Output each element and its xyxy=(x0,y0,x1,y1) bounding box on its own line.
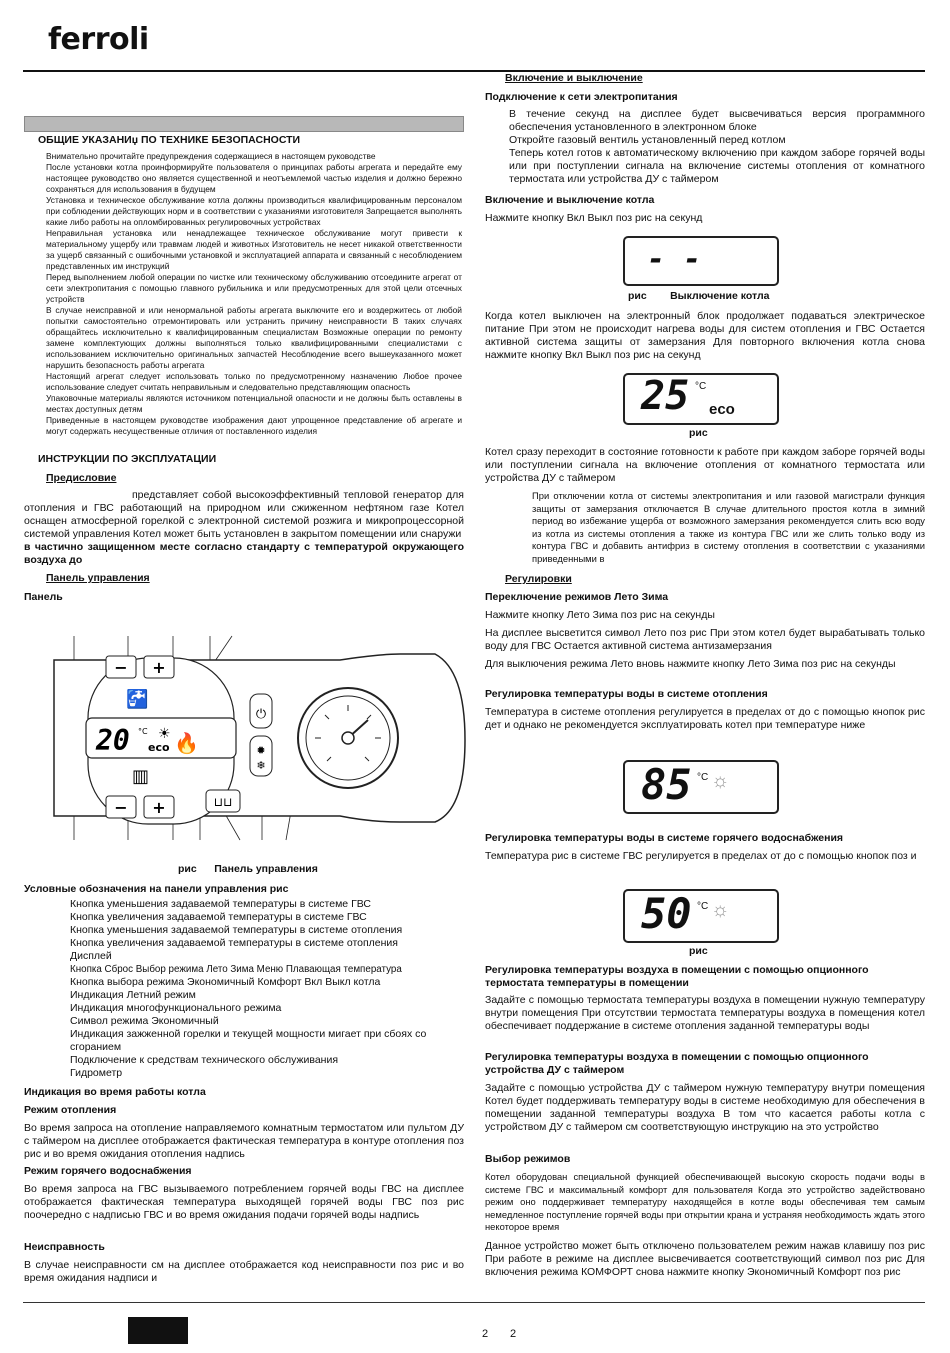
timer-title: Регулировка температуры воздуха в помещении с помощью опционного устройства ДУ с таймером xyxy=(485,1051,869,1076)
tap-icon: 🚰 xyxy=(126,689,149,710)
safety-list xyxy=(46,151,462,437)
snowflake-icon: ❄ xyxy=(256,759,266,772)
heating-mode-title: Режим отопления xyxy=(24,1104,117,1116)
legend-title: Условные обозначения на панели управления рис xyxy=(24,883,289,895)
heat-reg-text: Температура в системе отопления регулируется в пределах от до с помощью кнопок рис дет и однако не рекомендуется эксплуатировать котел при температуре ниже xyxy=(485,706,925,731)
fault-title: Неисправность xyxy=(24,1241,105,1253)
lcd-85-value: 85 xyxy=(641,760,692,809)
dhw-reg-title: Регулировка температуры воды в системе горячего водоснабжения xyxy=(485,832,844,844)
preface-block xyxy=(24,489,464,567)
eco-symbol: eco xyxy=(148,741,170,754)
power-list xyxy=(509,108,925,186)
legend-item: Индикация зажженной горелки и текущей мощности мигает при сбоях со сгоранием xyxy=(70,1028,427,1053)
onoff-title: Включение и выключение xyxy=(505,72,643,84)
lcd-display-85 xyxy=(623,760,779,814)
power-item: Теперь котел готов к автоматическому включению при каждом заборе горячей воды или при поступлении сигнала на включение системы отопления от комнатного термостата или устройства ДУ с таймером xyxy=(509,147,925,185)
left-column xyxy=(24,134,464,437)
lcd-off-caption-text: Выключение котла xyxy=(670,290,770,302)
safety-para: Настоящий агрегат следует использовать только по предусмотренному назначению Любое прочее использование следует считать неправильным и следовательно представляющим опасность xyxy=(46,371,462,392)
dhw-plus-button[interactable]: + xyxy=(152,658,166,677)
lcd-50-value: 50 xyxy=(641,889,692,938)
footer-block xyxy=(128,1317,188,1344)
flame-icon: 🔥 xyxy=(174,731,199,755)
legend-item: Индикация многофункционального режима xyxy=(70,1002,282,1014)
safety-para: Упаковочные материалы являются источником потенциальной опасности и не должны быть оставлены в местах доступных детям xyxy=(46,393,462,414)
preface-bold-2: с температурой окружающего воздуха до xyxy=(24,541,465,566)
dhw-mode-text: Во время запроса на ГВС вызываемого потреблением горячей воды ГВС на дисплее отображается фактическая температура выходящей горячей воды ГВС поз рис поочередно с надписью ГВС и во время ожидания подачи горячей воды надпись xyxy=(24,1183,464,1221)
safety-para: Неправильная установка или ненадлежащее техническое обслуживание могут привести к материальному ущербу или травмам людей и животных Изготовитель не несет никакой ответственности за ущерб связанный с ошибочными установкой и эксплуатацией аппарата и связанный с несоблюдением представленных им инструкций xyxy=(46,228,462,271)
section-bar xyxy=(24,116,464,132)
safety-para: Приведенные в настоящем руководстве изображения дают упрощенное представление об агрегате и могут содержать несущественные отличия от поставленного изделия xyxy=(46,415,462,436)
mode-select-title: Выбор режимов xyxy=(485,1153,571,1165)
room-thermostat-text: Задайте с помощью термостата температуры воздуха в помещении нужную температуру внутри помещения При отсутствии термостата температуры воздуха в помещения котел обеспечивает поддержание в системе отопления заданной температуры воды xyxy=(485,994,925,1032)
preface-bold-1: в частично защищенном месте согласно стандарту xyxy=(24,541,300,553)
lcd-85-sun-icon: ☼ xyxy=(711,770,730,792)
lcd-display-50 xyxy=(623,889,779,943)
heat-plus-button[interactable]: + xyxy=(152,798,166,817)
power-item: В течение секунд на дисплее будет высвечиваться версия программного обеспечения установленного в электронном блоке xyxy=(509,108,925,133)
lcd-25-caption: рис xyxy=(689,427,708,439)
panel-figure-caption xyxy=(178,863,318,875)
heat-minus-button[interactable]: − xyxy=(114,798,128,817)
settings-title: Регулировки xyxy=(505,573,572,585)
fault-text: В случае неисправности см на дисплее отображается код неисправности поз рис и во время ожидания надписи и xyxy=(24,1259,464,1284)
legend-item: Подключение к средствам технического обслуживания xyxy=(70,1054,339,1066)
legend-item: Дисплей xyxy=(70,950,112,962)
mode-switch-text-2: На дисплее высветится символ Лето поз рис При этом котел будет вырабатывать только воду для ГВС Остается активной система антизамерзания xyxy=(485,627,925,652)
lcd-25-eco: eco xyxy=(709,401,735,418)
footer-rule xyxy=(23,1302,925,1303)
heat-reg-title: Регулировка температуры воды в системе отопления xyxy=(485,688,768,700)
indication-title: Индикация во время работы котла xyxy=(24,1086,206,1098)
disable-text: Данное устройство может быть отключено пользователем режим нажав клавишу поз рис При работе в режиме на дисплее высвечивается соответствующий символ поз рис Для включения режима КОМФОРТ снова нажмите кнопку Экономичный Комфорт поз рис xyxy=(485,1240,925,1278)
mode-switch-text-3: Для выключения режима Лето вновь нажмите кнопку Лето Зима поз рис на секунды xyxy=(485,658,896,670)
header-rule xyxy=(23,70,925,72)
preface-title: Предисловие xyxy=(46,472,117,484)
dhw-mode-title: Режим горячего водоснабжения xyxy=(24,1165,192,1177)
lcd-off-caption xyxy=(628,290,770,302)
lcd-50-caption: рис xyxy=(689,945,708,957)
control-panel-figure xyxy=(40,630,470,850)
legend-list xyxy=(24,898,464,1080)
power-item: Откройте газовый вентиль установленный перед котлом xyxy=(509,134,786,146)
lcd-off-caption-ris: рис xyxy=(628,290,647,302)
lcd-display-off xyxy=(623,236,779,286)
legend-item: Кнопка увеличения задаваемой температуры в системе отопления xyxy=(70,937,398,949)
off-text: Когда котел выключен на электронный блок продолжает подаваться электрическое питание При этом не происходит нагрева воды для систем отопления и ГВС Остается активной система защиты от замерзания Для повторного включения котла снова нажмите кнопку Вкл Выкл поз рис на секунд xyxy=(485,310,925,361)
boiler-onoff-text: Нажмите кнопку Вкл Выкл поз рис на секунд xyxy=(485,212,703,224)
ready-text: Котел сразу переходит в состояние готовности к работе при каждом заборе горячей воды или поступлении сигнала на включение отопления от комнатного термостата или устройства ДУ с таймером xyxy=(485,446,925,484)
legend-item: Символ режима Экономичный xyxy=(70,1015,219,1027)
timer-text: Задайте с помощью устройства ДУ с таймером нужную температуру внутри помещения Котел будет поддерживать температуру воды в системе необходимую для обеспечения в помещении заданной температуры воздуха В том что касается работы котла с устройством ДУ с таймером см соответствующую инструкцию на это устройство xyxy=(485,1082,925,1133)
preface-text: представляет собой высокоэффективный тепловой генератор для отопления и ГВС работающий на природном или сжиженном нефтяном газе Котел оснащен атмосферной горелкой с электронной системой розжига и микропроцессорной системой управления Котел может быть установлен в закрытом помещении или снаружи xyxy=(24,489,464,540)
legend-item: Кнопка уменьшения задаваемой температуры в системе отопления xyxy=(70,924,403,936)
room-thermostat-title: Регулировка температуры воздуха в помещении с помощью опционного термостата температуры в помещении xyxy=(485,964,869,989)
lcd-off-text: - - xyxy=(647,242,702,277)
safety-para: В случае неисправной и или ненормальной работы агрегата выключите его и воздержитесь от любой попытки самостоятельно отремонтировать или устранить причину неисправности В таких случаях обращайтесь исключительно к квалифицированным специалистам Возможные операции по ремонту замене комплектующих должны выполняться только квалифицированными специалистами с использованием исключительно оригинальных запчастей Несоблюдение всего вышеуказанного может нарушить безопасность работы агрегата xyxy=(46,305,462,370)
lcd-50-unit: °C xyxy=(697,901,709,912)
legend-item: Гидрометр xyxy=(70,1067,123,1079)
mode-button[interactable]: ✹ xyxy=(256,744,266,757)
page-number-b: 2 xyxy=(510,1328,517,1340)
brand-logo: ferroli xyxy=(48,22,149,57)
legend-item: Кнопка уменьшения задаваемой температуры в системе ГВС xyxy=(70,898,371,910)
lcd-25-unit: °C xyxy=(695,381,707,392)
lcd-85-unit: °C xyxy=(697,772,709,783)
legend-item: Индикация Летний режим xyxy=(70,989,196,1001)
panel-subtitle: Панель xyxy=(24,591,63,603)
dhw-minus-button[interactable]: − xyxy=(114,658,128,677)
radiator-icon: ▥ xyxy=(132,766,150,787)
safety-para: Перед выполнением любой операции по чистке или техническому обслуживанию отсоедините агрегат от сети электропитания с помощью главного рубильника и или предусмотренных для этой цели отсечных устройств xyxy=(46,272,462,304)
sun-icon: ☀ xyxy=(158,726,171,742)
celsius-icon: °C xyxy=(138,727,148,736)
panel-display-value: 20 xyxy=(96,724,130,757)
legend-item: Кнопка увеличения задаваемой температуры в системе ГВС xyxy=(70,911,367,923)
panel-caption-text: Панель управления xyxy=(214,863,318,875)
legend-item: Кнопка выбора режима Экономичный Комфорт Вкл Выкл котла xyxy=(70,976,381,988)
mode-switch-text-1: Нажмите кнопку Лето Зима поз рис на секунды xyxy=(485,609,715,621)
lcd-display-25 xyxy=(623,373,779,425)
power-title: Подключение к сети электропитания xyxy=(485,91,678,103)
legend-item: Кнопка Сброс Выбор режима Лето Зима Меню Плавающая температура xyxy=(70,964,402,975)
panel-title: Панель управления xyxy=(46,572,150,584)
mode-select-text: Котел оборудован специальной функцией обеспечивающей высокую скорость подачи воды в системе ГВС и максимальный комфорт для пользователя Когда это устройство задействовано режим оно поддерживает температуру находящейся в котле воды обеспечивая тем самым немедленное поступление горячей воды при открытии крана и устраняя необходимость ждать этого некоторое время xyxy=(485,1171,925,1232)
instructions-title: ИНСТРУКЦИИ ПО ЭКСПЛУАТАЦИИ xyxy=(38,453,217,465)
safety-title: ОБЩИЕ УКАЗАНИџ ПО ТЕХНИКЕ БЕЗОПАСНОСТИ xyxy=(38,134,301,146)
service-connector-icon: ⊔⊔ xyxy=(213,795,233,809)
heating-mode-text: Во время запроса на отопление направляемого комнатным термостатом или пультом ДУ с таймером на дисплее отображается фактическая температура в контуре отопления поз рис и во время ожидания отопления надпись xyxy=(24,1122,464,1160)
lcd-25-value: 25 xyxy=(641,373,690,419)
safety-para: После установки котла проинформируйте пользователя о принципах работы агрегата и передайте ему настоящее руководство оно является существенной и неотъемлемой частью изделия и должно бережно сохраняться для использования в будущем xyxy=(46,162,462,194)
lcd-50-tap-icon: ☼ xyxy=(711,899,730,921)
boiler-onoff-title: Включение и выключение котла xyxy=(485,194,655,206)
panel-caption-ris: рис xyxy=(178,863,197,875)
dhw-reg-text: Температура рис в системе ГВС регулируется в пределах от до с помощью кнопок поз и xyxy=(485,850,917,862)
frost-note: При отключении котла от системы электропитания и или газовой магистрали функция защиты от замерзания отключается В случае длительного простоя котла в зимний период во избежание ущерба от возможного замерзания рекомендуется слить всю воду из котла из системы отопления а также из контура ГВС или же слить только воду из контура ГВС и добавить антифриз в систему отопления в соответствии с указаниями приведенными в xyxy=(532,490,925,564)
safety-para: Внимательно прочитайте предупреждения содержащиеся в настоящем руководстве xyxy=(46,151,376,161)
page-number-a: 2 xyxy=(482,1328,489,1340)
safety-para: Установка и техническое обслуживание котла должны производиться квалифицированным персоналом при соблюдении действующих норм и в соответствии с указаниями изготовителя Запрещается выполнять какие либо работы на опломбированных регулировочных устройствах xyxy=(46,195,462,227)
mode-switch-title: Переключение режимов Лето Зима xyxy=(485,591,669,603)
power-button[interactable]: ⏻ xyxy=(255,707,267,722)
